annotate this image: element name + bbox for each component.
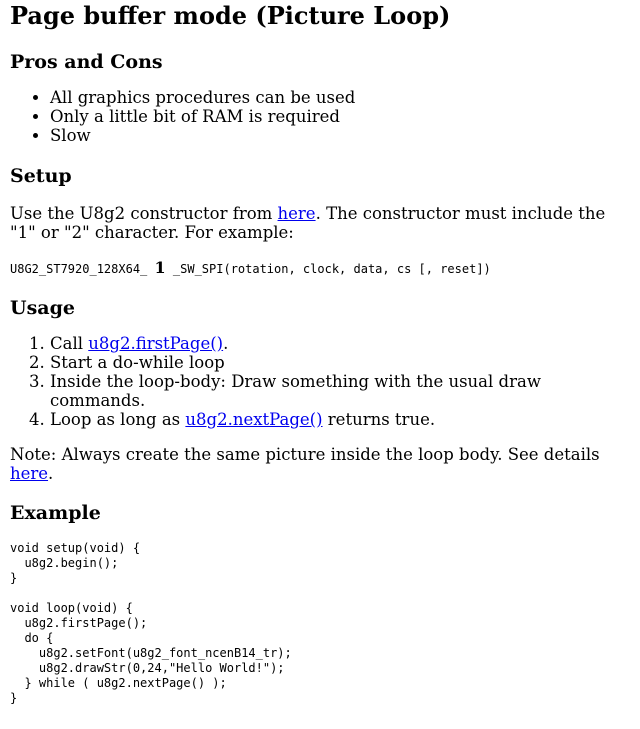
constructor-reference-link[interactable]: here [277,204,316,223]
next-page-link[interactable]: u8g2.nextPage() [185,410,323,429]
setup-text-after: . The constructor must include the "1" or "2" character. For example: [10,204,606,242]
list-item: 3. Inside the loop-body: Draw something with the usual draw commands. [50,372,630,410]
list-item: • Only a little bit of RAM is required [50,107,630,126]
constructor-buffer-number: 1 [154,258,166,277]
note-details-link[interactable]: here [10,464,49,483]
step1-end: . [223,334,229,353]
list-item [50,410,630,429]
step4-text: Loop as long as [50,410,186,429]
example-code-block: void setup(void) { u8g2.begin(); } void loop(void) { u8g2.firstPage(); do { u8g2.setFont(u8g2_font_ncenB14_tr); u8g2.drawStr(0,24,"Hello World!"); } while ( u8g2.nextPage() ); } [10,541,292,705]
page-title: Page buffer mode (Picture Loop) [10,1,451,30]
list-item: • Slow [50,126,630,145]
note-text-before: Note: Always create the same picture inside the loop body. See details [10,445,600,464]
list-item: • All graphics procedures can be used [50,88,630,107]
constructor-suffix: _SW_SPI(rotation, clock, data, cs [, reset]) [172,262,491,276]
usage-steps-list [10,334,630,429]
first-page-link[interactable]: u8g2.firstPage() [88,334,224,353]
setup-paragraph [10,204,630,242]
setup-text-before: Use the U8g2 constructor from [10,204,278,223]
setup-heading: Setup [10,165,72,187]
step4-end: returns true. [322,410,436,429]
example-heading: Example [10,502,101,524]
usage-heading: Usage [10,297,75,319]
pros-cons-heading: Pros and Cons [10,51,163,73]
note-paragraph [10,445,630,483]
list-item [50,334,630,353]
note-text-after: . [48,464,54,483]
constructor-prefix: U8G2_ST7920_128X64_ [10,262,148,276]
pros-cons-list [10,88,630,145]
constructor-example [10,258,630,279]
list-item: 2. Start a do-while loop [50,353,630,372]
step1-text: Call [50,334,89,353]
